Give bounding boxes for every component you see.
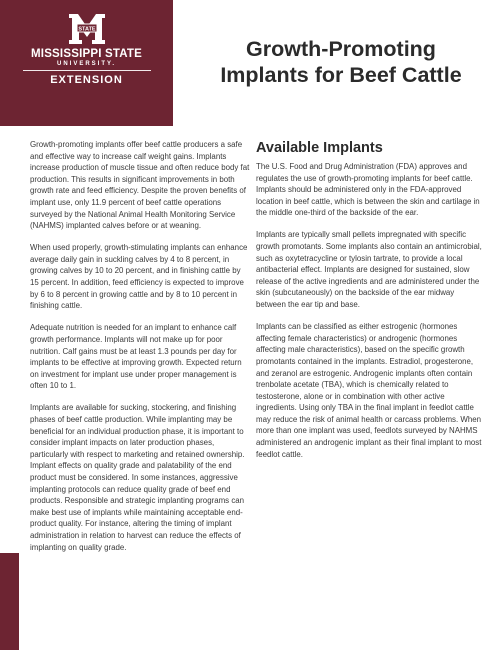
body-paragraph: When used properly, growth-stimulating implants can enhance average daily gain in suckling calves by 4 to 8 percent, in growing calves by 10 to 20 percent, and in finishing cattle by 15 percent. In addition, feed efficiency is expected to improve by 6 to 8 percent in growing cattle and by 8 to 10 percent in finishing cattle.	[30, 243, 248, 311]
university-name: MISSISSIPPI STATE	[31, 48, 142, 60]
body-paragraph: Growth-promoting implants offer beef cattle producers a safe and effective way to increase calf weight gains. Implants increase production of muscle tissue and often reduce body fat production. This results in significant improvements in both growth rate and feed efficiency. Despite the proven benefits of implant use, only 11.9 percent of beef cattle operations surveyed by the National Animal Health Monitoring Service (NAHMS) implanted calves before or at weaning.	[30, 140, 250, 231]
logo-divider	[23, 70, 151, 71]
body-paragraph: Adequate nutrition is needed for an implant to enhance calf growth performance. Implants will not make up for poor nutrition. Calf gains must be at least 1.3 pounds per day for implants to be effective at improving growth. Expected return on investment for implant use under proper management is often 10 to 1.	[30, 323, 242, 391]
body-paragraph: Implants are typically small pellets impregnated with specific growth promotants. Some implants also contain an antimicrobial, such as oxytetracycline or tylosin tartrate, to provide a local antibacterial effect. Implants are designed for sustained, slow release of the active ingredients and are administered under the skin (subcutaneously) on the backside of the ear midway between the ear tip and base.	[256, 230, 482, 310]
right-column	[256, 139, 484, 471]
logo-badge-text: STATE	[77, 26, 96, 33]
brand-header	[0, 0, 173, 126]
document-title	[180, 36, 502, 88]
msu-m-logo-icon	[67, 10, 107, 46]
title-line-1: Growth-Promoting	[246, 37, 436, 61]
body-paragraph: Implants can be classified as either estrogenic (hormones affecting female characteristics) or androgenic (hormones affecting male characteristics), based on the specific growth promotants contained in the implants. Estradiol, progesterone, and zeranol are estrogenic. Androgenic implants often contain trenbolate acetate (TBA), which is chemically related to testosterone, alone or in combination with other active ingredients. Using only TBA in the final implant in feedlot cattle may reduce the risk of animal health or carcass problems. When more than one implant was used, feedlots surveyed by NAHMS administered an androgenic implant as their final implant to most feedlot cattle.	[256, 322, 482, 459]
extension-label: EXTENSION	[50, 74, 123, 86]
maroon-side-bar	[0, 553, 19, 650]
section-heading-available-implants: Available Implants	[256, 140, 383, 156]
msu-extension-logo	[0, 10, 173, 86]
title-line-2: Implants for Beef Cattle	[220, 63, 462, 87]
body-paragraph: The U.S. Food and Drug Administration (FDA) approves and regulates the use of growth-promoting implants for beef cattle. Implants should be administered only in the FDA-approved location in beef cattle, which is between the skin and cartilage in the middle one-third of the backside of the ear.	[256, 162, 480, 218]
body-paragraph: Implants are available for sucking, stockering, and finishing phases of beef cattle production. While implanting may be beneficial for an individual production phase, it is important to consider implant impacts on later production phases, particularly with respect to marketing and retained ownership. Implant effects on quality grade and palatability of the end product must be considered. In some instances, aggressive implanting protocols can reduce quality grade of beef end products. Responsible and strategic implanting programs can make best use of implants while maintaining acceptable end-product quality. For instance, altering the timing of implant administration in relation to harvest can reduce the effects of implanting on quality grade.	[30, 403, 245, 552]
university-sub: UNIVERSITY.	[56, 61, 116, 67]
left-column	[30, 139, 250, 564]
